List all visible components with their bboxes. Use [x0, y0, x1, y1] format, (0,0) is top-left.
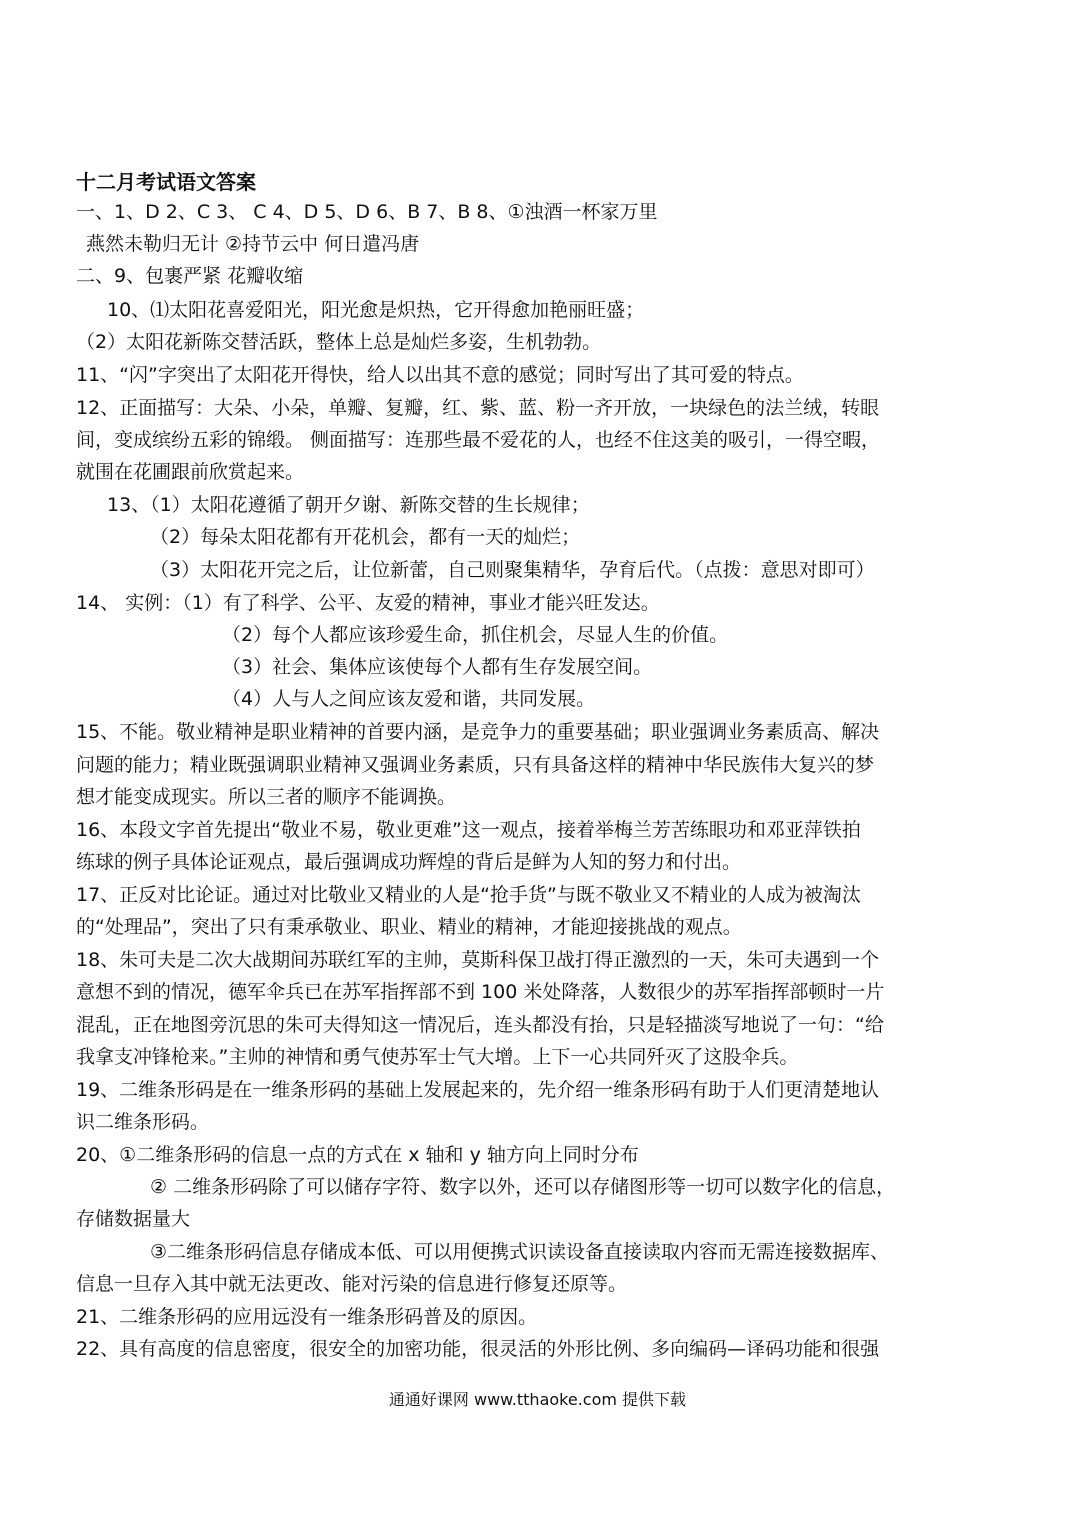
answer-line: 12、正面描写：大朵、小朵，单瓣、复瓣，红、紫、蓝、粉一齐开放，一块绿色的法兰绒，转眼 — [76, 397, 880, 419]
answer-line: 一、1、D 2、C 3、 C 4、D 5、D 6、B 7、B 8、①浊酒一杯家万里 — [76, 201, 658, 223]
page-footer: 通通好课网 www.tthaoke.com 提供下载 — [388, 1390, 687, 1409]
answer-line: 11、“闪”字突出了太阳花开得快，给人以出其不意的感觉；同时写出了其可爱的特点。 — [76, 364, 804, 386]
answer-line: 20、①二维条形码的信息一点的方式在 x 轴和 y 轴方向上同时分布 — [76, 1144, 639, 1166]
answer-line: （2）每朵太阳花都有开花机会，都有一天的灿烂； — [150, 526, 581, 548]
answer-line: 意想不到的情况，德军伞兵已在苏军指挥部不到 100 米处降落，人数很少的苏军指挥部顿时一片 — [76, 981, 885, 1003]
answer-line: ② 二维条形码除了可以储存字符、数字以外，还可以存储图形等一切可以数字化的信息， — [150, 1176, 896, 1198]
answer-line: 识二维条形码。 — [76, 1111, 210, 1133]
answer-line: 15、不能。敬业精神是职业精神的首要内涵，是竞争力的重要基础；职业强调业务素质高、解决 — [76, 721, 880, 743]
answer-line: 间，变成缤纷五彩的锦缎。 侧面描写：连那些最不爱花的人，也经不住这美的吸引，一得空暇， — [76, 429, 881, 451]
answer-line: （3）太阳花开完之后，让位新蕾，自己则聚集精华，孕育后代。（点拨：意思对即可） — [150, 559, 875, 581]
answer-line: 22、具有高度的信息密度，很安全的加密功能，很灵活的外形比例、多向编码—译码功能和很强 — [76, 1338, 880, 1360]
answer-line: 存储数据量大 — [76, 1208, 191, 1230]
answer-line: 13、（1）太阳花遵循了朝开夕谢、新陈交替的生长规律； — [107, 494, 590, 516]
answer-line: 燕然未勒归无计 ②持节云中 何日遣冯唐 — [86, 233, 420, 255]
answer-line: （4）人与人之间应该友爱和谐，共同发展。 — [222, 688, 596, 710]
answer-line: 就围在花圃跟前欣赏起来。 — [76, 461, 305, 483]
answer-line: 混乱，正在地图旁沉思的朱可夫得知这一情况后，连头都没有抬，只是轻描淡写地说了一句：“给 — [76, 1014, 884, 1036]
answer-line: （2）每个人都应该珍爱生命，抓住机会，尽显人生的价值。 — [222, 624, 729, 646]
answer-line: 信息一旦存入其中就无法更改、能对污染的信息进行修复还原等。 — [76, 1273, 628, 1295]
answer-line: 10、⑴太阳花喜爱阳光，阳光愈是炽热，它开得愈加艳丽旺盛； — [107, 299, 645, 321]
answer-line: 19、二维条形码是在一维条形码的基础上发展起来的，先介绍一维条形码有助于人们更清楚地认 — [76, 1079, 880, 1101]
answer-line: 想才能变成现实。所以三者的顺序不能调换。 — [76, 786, 457, 808]
answer-line: （3）社会、集体应该使每个人都有生存发展空间。 — [222, 656, 653, 678]
answer-line: 18、朱可夫是二次大战期间苏联红军的主帅，莫斯科保卫战打得正激烈的一天，朱可夫遇到一个 — [76, 949, 880, 971]
answer-line: 16、本段文字首先提出“敬业不易，敬业更难”这一观点，接着举梅兰芳苦练眼功和邓亚萍铁拍 — [76, 819, 861, 841]
answer-line: 我拿支冲锋枪来。”主帅的神情和勇气使苏军士气大增。上下一心共同歼灭了这股伞兵。 — [76, 1046, 799, 1068]
answer-line: 的“处理品”，突出了只有秉承敬业、职业、精业的精神，才能迎接挑战的观点。 — [76, 916, 742, 938]
answer-line: 21、二维条形码的应用远没有一维条形码普及的原因。 — [76, 1306, 538, 1328]
answer-line: （2）太阳花新陈交替活跃，整体上总是灿烂多姿，生机勃勃。 — [76, 331, 602, 353]
answer-line: 练球的例子具体论证观点，最后强调成功辉煌的背后是鲜为人知的努力和付出。 — [76, 851, 742, 873]
answer-line: 17、正反对比论证。通过对比敬业又精业的人是“抢手货”与既不敬业又不精业的人成为被淘汰 — [76, 884, 861, 906]
answer-line: 14、 实例：（1）有了科学、公平、友爱的精神，事业才能兴旺发达。 — [76, 592, 660, 614]
answer-line: 二、9、包裹严紧 花瓣收缩 — [76, 265, 304, 287]
answer-line: ③二维条形码信息存储成本低、可以用便携式识读设备直接读取内容而无需连接数据库、 — [150, 1241, 890, 1263]
answer-line: 问题的能力；精业既强调职业精神又强调业务素质，只有具备这样的精神中华民族伟大复兴的梦 — [76, 754, 875, 776]
document-title: 十二月考试语文答案 — [76, 170, 256, 194]
